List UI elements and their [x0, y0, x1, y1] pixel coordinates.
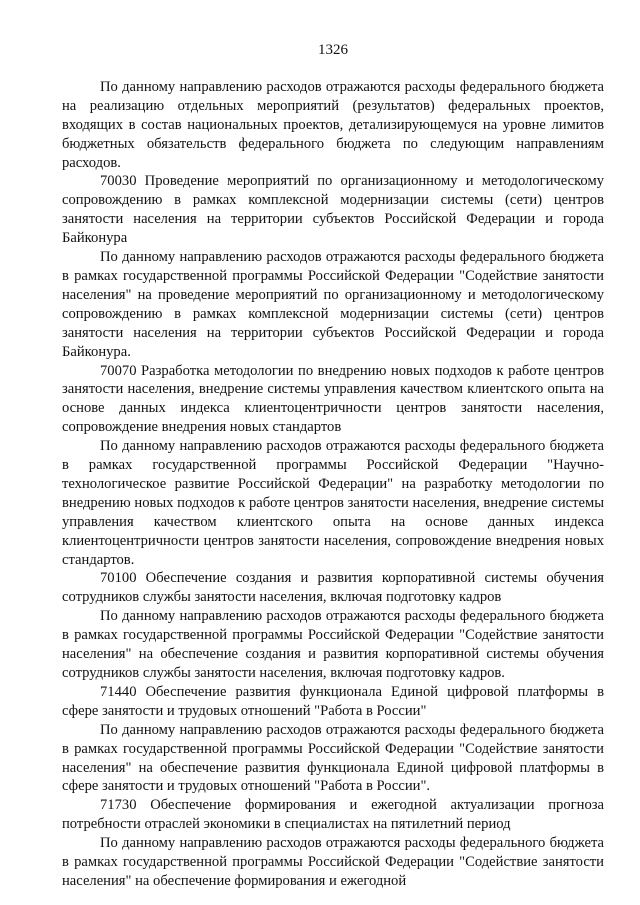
paragraph-71440: По данному направлению расходов отражаются расходы федерального бюджета в рамках государственной программы Российской Федерации "Содействие занятости населения" на обеспечение развития функционала Единой цифровой платформы в сфере занятости и трудовых отношений "Работа в России". [62, 721, 604, 795]
page-number: 1326 [318, 42, 348, 58]
paragraph-70100: По данному направлению расходов отражаются расходы федерального бюджета в рамках государственной программы Российской Федерации "Содействие занятости населения" на обеспечение создания и развития корпоративной системы обучения сотрудников службы занятости населения, включая подготовку кадров. [62, 608, 604, 681]
heading-70100: 70100 Обеспечение создания и развития корпоративной системы обучения сотрудников службы занятости населения, включая подготовку кадров [62, 570, 604, 606]
heading-71730: 71730 Обеспечение формирования и ежегодной актуализации прогноза потребности отраслей экономики в специалистах на пятилетний период [62, 797, 604, 833]
paragraph-intro: По данному направлению расходов отражаются расходы федерального бюджета на реализацию отдельных мероприятий (результатов) федеральных проектов, входящих в состав национальных проектов, детализирующемуся на уровне лимитов бюджетных обязательств федерального бюджета по следующим направлениям расходов. [62, 78, 604, 171]
heading-71440: 71440 Обеспечение развития функционала Единой цифровой платформы в сфере занятости и трудовых отношений "Работа в России" [62, 683, 604, 719]
heading-70070: 70070 Разработка методологии по внедрению новых подходов к работе центров занятости населения, внедрение системы управления качеством клиентского опыта на основе данных индекса клиентоцентричности центров занятости населения, сопровождение внедрения новых стандартов [62, 362, 604, 436]
paragraph-70030: По данному направлению расходов отражаются расходы федерального бюджета в рамках государственной программы Российской Федерации "Содействие занятости населения" на проведение мероприятий по организационному и методологическому сопровождению в рамках комплексной модернизации системы (сети) центров занятости населения на территории субъектов Российской Федерации и города Байконура. [62, 249, 604, 360]
heading-70030: 70030 Проведение мероприятий по организационному и методологическому сопровождению в рамках комплексной модернизации системы (сети) центров занятости населения на территории субъектов Российской Федерации и города Байконура [62, 173, 604, 247]
paragraph-71730: По данному направлению расходов отражаются расходы федерального бюджета в рамках государственной программы Российской Федерации "Содействие занятости населения" на обеспечение формирования и ежегодной [62, 835, 604, 889]
paragraph-70070: По данному направлению расходов отражаются расходы федерального бюджета в рамках государственной программы Российской Федерации "Научно-технологическое развитие Российской Федерации" на разработку методологии по внедрению новых подходов к работе центров занятости населения, внедрение системы управления качеством клиентского опыта на основе данных индекса клиентоцентричности центров занятости населения, сопровождение внедрения новых стандартов. [62, 438, 604, 568]
